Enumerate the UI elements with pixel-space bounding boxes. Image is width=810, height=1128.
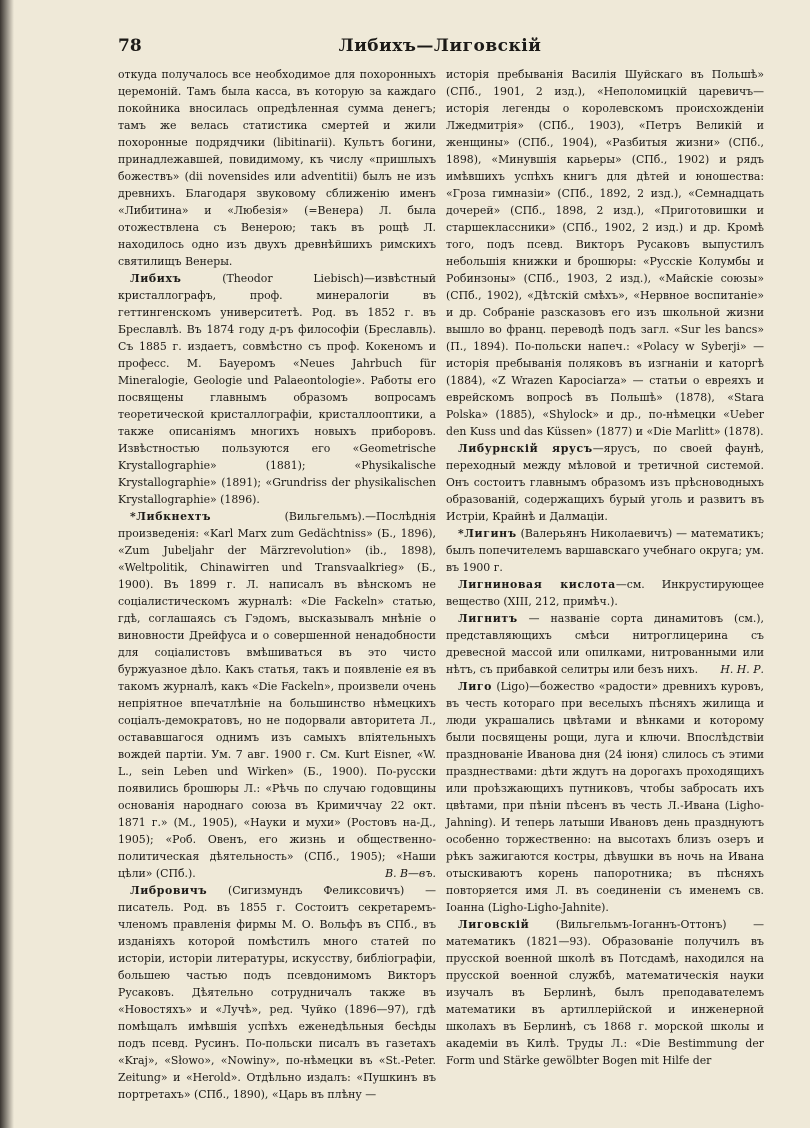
entry-libknekht: *Либкнехтъ (Вильгельмъ).—Послѣднія произведенія: «Karl Marx zum Gedächtniss» (Б., 1896), «Zum Jubeljahr der Märzrevolution» (ib., 1898), «Weltpolitik, Chinawirren und Transvaalkrieg» (Б., 1900). Въ 1899 г. Л. написалъ въ вѣнскомъ не соціалистическомъ журналѣ: «Die Fackeln» статью, гдѣ, соглашаясь съ Гэдомъ, высказывалъ мнѣніе о виновности Дрейфуса и о совершенной ненадобности для соціалистовъ вмѣшиваться въ это чисто буржуазное дѣло. Какъ статья, такъ и появленіе ея въ такомъ журналѣ, какъ «Die Fackeln», произвели очень непріятное впечатлѣніе на большинство нѣмецкихъ соціалъ-демократовъ, но не подорвали авторитета Л., остававшагося однимъ изъ самыхъ вліятельныхъ вождей партіи. Ум. 7 авг. 1900 г. См. Kurt Eisner, «W. L., sein Leben und Wirken» (Б., 1900). По-русски появились брошюры Л.: «Рѣчь по случаю годовщины основанія народнаго союза въ Кримиччау 22 окт. 1871 г.» (М., 1905), «Науки и мухи» (Ростовъ на-Д., 1905); «Роб. Овенъ, его жизнь и общественно-политическая дѣятельность» (СПб., 1905); «Наши цѣли» (СПб.). В. В—въ. (118, 510, 436, 880)
page-number: 78 (118, 36, 142, 56)
entry-ligo: Лиго (Ligo)—божество «радости» древнихъ куровъ, въ честь котораго при веселыхъ пѣсняхъ жилища и люди украшались цвѣтами и вѣнками и которому были посвящены рощи, луга и ключи. Впослѣдствіи празднованіе Иванова дня (24 іюня) слилось съ этими празднествами: дѣти ждутъ на дорогахъ проходящихъ или проѣзжающихъ путниковъ, чтобы забросать ихъ цвѣтами, при пѣніи пѣсенъ въ честь Л.-Ивана (Ligho-Jahning). И теперь латыши Ивановъ день празднуютъ особенно торжественно: на высотахъ близъ озеръ и рѣкъ зажигаются костры, дѣвушки въ ночь на Ивана отыскиваютъ корень папоротника; въ пѣсняхъ повторяется имя Л. въ соединеніи съ именемъ св. Іоанна (Ligho-Ligho-Jahnite). (446, 680, 764, 914)
headword: *Лигинъ (458, 527, 517, 540)
headword: Либихъ (130, 272, 182, 285)
entry-ligin: *Лигинъ (Валерьянъ Николаевичъ) — математикъ; былъ попечителемъ варшавскаго учебнаго округа; ум. въ 1900 г. (446, 527, 764, 574)
page-edge-shadow (0, 0, 14, 1128)
entry-ligovsky: Лиговскій (Вильгельмъ-Іоганнъ-Оттонъ) — математикъ (1821—93). Образованіе получилъ въ прусской военной школѣ въ Потсдамѣ, находился на прусской военной службѣ, математическія науки изучалъ въ Берлинѣ, былъ преподавателемъ математики въ артиллерійской и инженерной школахъ въ Берлинѣ, съ 1868 г. морской школы и академіи въ Килѣ. Труды Л.: «Die Bestimmung der Form und Stärke gewölbter Bogen mit Hilfe der (446, 918, 764, 1067)
headword: Либровичъ (130, 884, 208, 897)
entry-lignin-acid: Лигниновая кислота—см. Инкрустирующее вещество (XIII, 212, примѣч.). (446, 578, 764, 608)
headword: Лиго (458, 680, 493, 693)
entry-lignite: Лигнитъ — названіе сорта динамитовъ (см.), представляющихъ смѣси нитроглицерина съ древесной массой или опилками, нитрованными или нѣтъ, съ прибавкой селитры или безъ нихъ. Н. Н. Р. (446, 612, 764, 676)
author-signature: Н. Н. Р. (720, 663, 764, 676)
entry-librovich: Либровичъ (Сигизмундъ Феликсовичъ) — писатель. Род. въ 1855 г. Состоитъ секретаремъ-членомъ правленія фирмы М. О. Вольфъ въ СПб., въ изданіяхъ которой помѣстилъ много статей по исторіи, исторіи литературы, искусству, библіографіи, большею частью подъ псевдонимомъ Викторъ Русаковъ. Дѣятельно сотрудничалъ также въ «Новостяхъ» и «Лучѣ», ред. Чуйко (1896—97), гдѣ помѣщалъ имѣвшія успѣхъ еженедѣльныя бесѣды подъ псевд. Русинъ. По-польски писалъ въ газетахъ «Kraj», «Słowo», «Nowiny», по-нѣмецки въ «St.-Peter. Zeitung» и «Herold». Отдѣльно издалъ: «Пушкинъ въ портретахъ» (СПб., 1890), «Царь въ плѣну — (118, 884, 436, 1101)
page-header (118, 36, 762, 62)
headword: Лиговскій (458, 918, 530, 931)
entry-libitina-continuation: откуда получалось все необходимое для похоронныхъ церемоній. Тамъ была касса, въ которую за каждаго покойника вносилась опредѣленная сумма денегъ; тамъ же велась статистика смертей и жили похоронные подрядчики (libitinarii). Культъ богини, принадлежавшей, повидимому, къ числу «пришлыхъ божествъ» (dii novensides или adventitii) былъ не изъ древнихъ. Благодаря звуковому сближенію именъ «Либитина» и «Любезія» (=Венера) Л. была отожествлена съ Венерою; такъ въ рощѣ Л. находилось одно изъ двухъ древнѣйшихъ римскихъ святилищъ Венеры. (118, 68, 436, 268)
right-column (446, 66, 764, 1069)
entry-libikh: Либихъ (Theodor Liebisch)—извѣстный кристаллографъ, проф. минералогіи въ геттингенскомъ университетѣ. Род. въ 1852 г. въ Бреславлѣ. Въ 1874 году д-ръ философіи (Бреславль). Съ 1885 г. издаетъ, совмѣстно съ проф. Кокеномъ и професс. М. Бауеромъ «Neues Jahrbuch für Mineralogie, Geologie und Palaeontologie». Работы его посвящены главнымъ образомъ вопросамъ теоретической кристаллографіи, кристаллооптики, а также описаніямъ многихъ новыхъ приборовъ. Извѣстностью пользуются его «Geometrische Krystallographie» (1881); «Physikalische Krystallographie» (1891); «Grundriss der physikalischen Krystallographie» (1896). (118, 272, 436, 506)
headword: *Либкнехтъ (130, 510, 212, 523)
headword: Лигниновая кислота (458, 578, 616, 591)
running-head: Либихъ—Лиговскій (338, 36, 542, 56)
author-signature: В. В—въ. (385, 867, 436, 880)
left-column (118, 66, 436, 1103)
headword: Либурнскій ярусъ (458, 442, 593, 455)
headword: Лигнитъ (458, 612, 518, 625)
entry-liburnian-stage: Либурнскій ярусъ—ярусъ, по своей фаунѣ, переходный между мѣловой и третичной системой. Онъ состоитъ главнымъ образомъ изъ прѣсноводныхъ образованій, содержащихъ бурый уголь и развитъ въ Истріи, Крайнѣ и Далмаціи. (446, 442, 765, 523)
entry-librovich-continuation: исторія пребыванія Василія Шуйскаго въ Польшѣ» (СПб., 1901, 2 изд.), «Неполомицкій царевичъ—исторія легенды о королевскомъ происхожденіи Лжедмитрія» (СПб., 1903), «Петръ Великій и женщины» (СПб., 1904), «Разбитыя жизни» (СПб., 1898), «Минувшія карьеры» (СПб., 1902) и рядъ имѣвшихъ успѣхъ книгъ для дѣтей и юношества: «Гроза гимназіи» (СПб., 1892, 2 изд.), «Семнадцать дочерей» (СПб., 1898, 2 изд.), «Приготовишки и старшеклассники» (СПб., 1902, 2 изд.) и др. Кромѣ того, подъ псевд. Викторъ Русаковъ выпустилъ небольшія книжки и брошюры: «Русскіе Колумбы и Робинзоны» (СПб., 1903, 2 изд.), «Майскіе союзы» (СПб., 1902), «Дѣтскій смѣхъ», «Нервное воспитаніе» и др. Собраніе разсказовъ его изъ школьной жизни вышло во франц. переводѣ подъ загл. «Sur les bancs» (П., 1894). По-польски напеч.: «Polacy w Syberji» — исторія пребыванія поляковъ въ изгнаніи и каторгѣ (1884), «Z Wrazen Kapociarza» — статьи о евреяхъ и еврейскомъ вопросѣ въ Польшѣ» (1878), «Stara Polska» (1885), «Shylock» и др., по-нѣмецки «Ueber den Kuss und das Küssen» (1877) и «Die Marlitt» (1878). (446, 68, 764, 438)
